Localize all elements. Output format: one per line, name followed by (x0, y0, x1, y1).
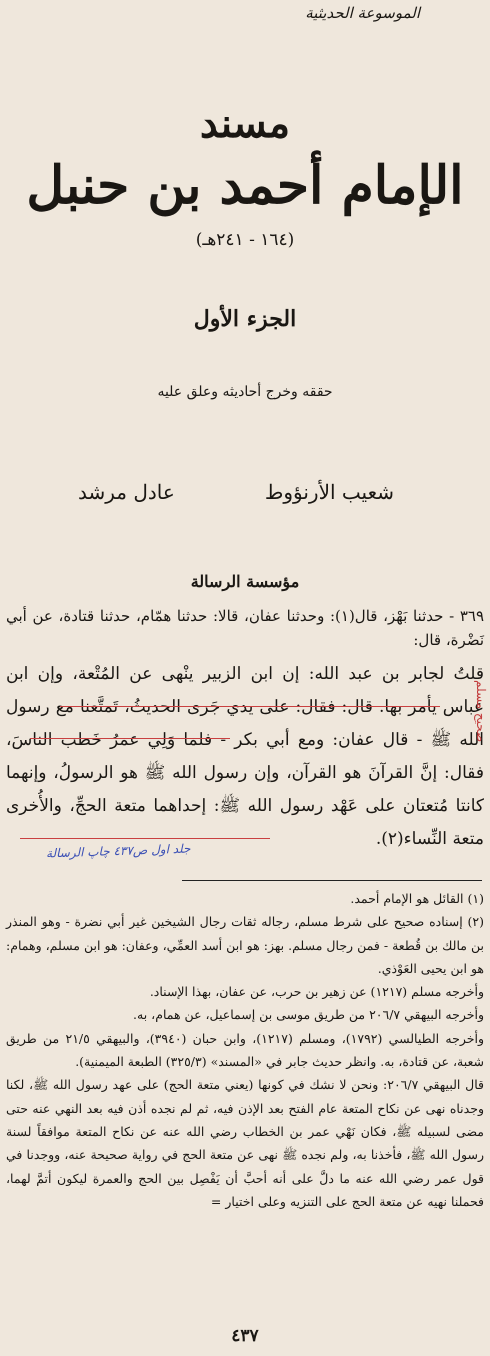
volume-label: الجزء الأول (193, 306, 297, 332)
series-header: الموسوعة الحديثية (305, 4, 420, 22)
footnote: قال البيهقي ٢٠٦/٧: ونحن لا نشك في كونها (يعني متعة الحج) على عهد رسول الله ﷺ، لكنا وجدناه نهى عن نكاح المتعة عام الفتح بعد الإذن فيه، ثم لم نجده أذن فيه بعد النهي عنه حتى مضى لسبيله ﷺ، فكان نَهْي عمر بن الخطاب رضي الله عنه عن نكاح المتعة موافقاً لسنة رسول الله ﷺ، فأخذنا به، ولم نجده ﷺ نهى عن متعة الحج في رواية صحيحة عنه، ووجدنا في قول عمر رضي الله عنه ما دلَّ على أنه أحبَّ أن يَفْصِل بين الحج والعمرة ليكون أتمَّ لهما، فحملنا نهيه عن متعة الحج على التنزيه وعلى اختيار = (6, 1077, 484, 1209)
title-block (0, 100, 490, 400)
footnotes (6, 887, 484, 1213)
underline-3 (20, 838, 270, 839)
footnote: وأخرجه الطيالسي (١٧٩٢)، ومسلم (١٢١٧)، وابن حبان (٣٩٤٠)، والبيهقي ٢١/٥ من طريق شعبة، عن قتادة، به. وانظر حديث جابر في «المسند» (٣٢٥/٣) الطبعة الميمنية). (6, 1030, 484, 1070)
editor-name-right: شعيب الأرنؤوط (264, 480, 394, 504)
handwritten-annotation: جلد اول ص٤٣٧ چاپ الرسالة (45, 841, 191, 861)
footnote: وأخرجه مسلم (١٢١٧) عن زهير بن حرب، عن عفان، بهذا الإسناد. (149, 984, 484, 1000)
hadith-body: قلتُ لجابر بن عبد الله: إن ابن الزبير ينْهى عن المُتْعة، وإن ابن عباس يأمر بها. قال: فقال: على يدي جَرى الحديثُ، تَمتَّعنا مع رسول الله ﷺ - قال عفان: ومع أبي بكر - فلما وَلِي عمرُ خَطب الناسَ، فقال: إنَّ القرآنَ هو القرآن، وإن رسول الله ﷺ هو الرسولُ، وإنهما كانتا مُتعتان على عَهْد رسول الله ﷺ: إحداهما متعة الحجِّ، والأُخرى متعة النِّساء(٢). (6, 664, 484, 849)
underline-1 (60, 706, 440, 707)
underline-2 (30, 738, 230, 739)
credit-line: حققه وخرج أحاديثه وعلق عليه (157, 384, 333, 400)
editor-name-left: عادل مرشد (78, 480, 175, 504)
footnote: (٢) إسناده صحيح على شرط مسلم، رجاله ثقات رجال الشيخين غير أبي نضرة - وهو المنذر بن مالك بن قُطعة - فمن رجال مسلم. بهز: هو ابن أسد العمِّي، وعفان: هو ابن مسلم، وهمام: هو ابن يحيى العَوْذي. (6, 914, 484, 976)
hadith-text (6, 604, 484, 856)
page-number: ٤٣٧ (231, 1326, 259, 1346)
footnote: وأخرجه البيهقي ٢٠٦/٧ من طريق موسى بن إسماعيل، عن همام، به. (133, 1007, 484, 1023)
publisher-name: مؤسسة الرسالة (190, 572, 300, 591)
author-dates: (١٦٤ - ٢٤١هـ) (195, 230, 295, 250)
hadith-intro: ٣٦٩ - حدثنا بَهْز، قال(١): وحدثنا عفان، قالا: حدثنا همّام، حدثنا قتادة، عن أبي نَضْرة، قال: (6, 607, 484, 649)
margin-annotation: صحيح مسلم (474, 680, 488, 743)
footnote-divider (182, 880, 482, 881)
book-title: مسند (199, 100, 291, 147)
footnote: (١) القائل هو الإمام أحمد. (350, 891, 484, 906)
book-subtitle: الإمام أحمد بن حنبل (26, 155, 464, 216)
